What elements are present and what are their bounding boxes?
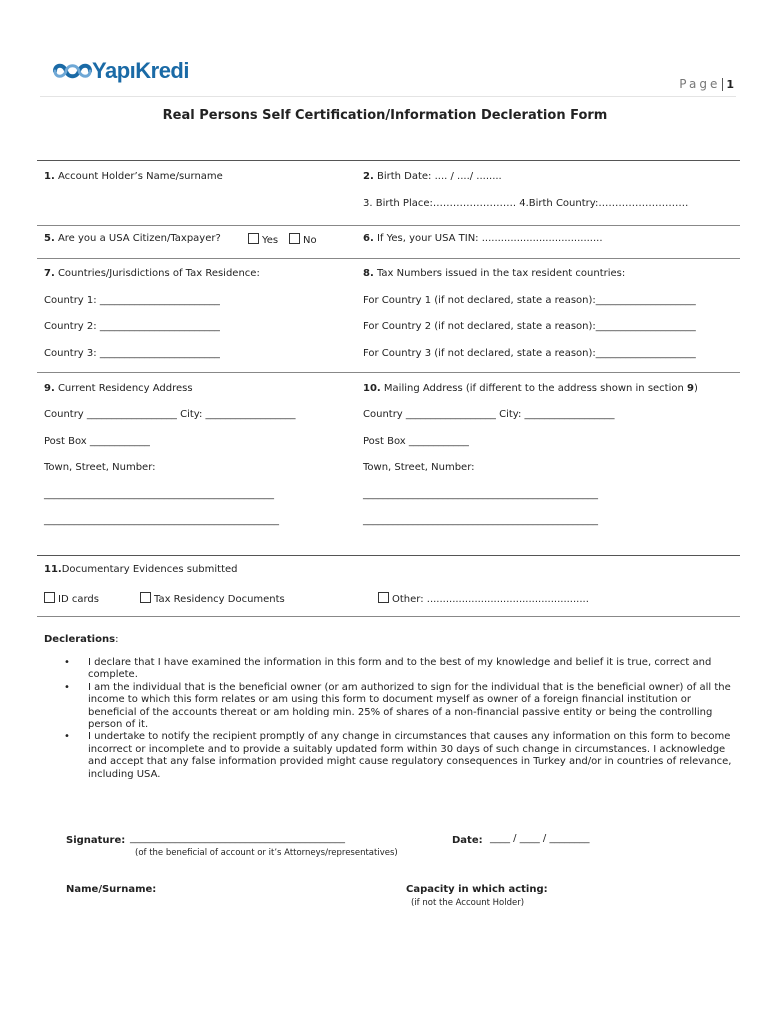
header-rule (40, 96, 736, 97)
capacity-label: Capacity in which acting: (406, 884, 548, 895)
row-rule (37, 555, 740, 556)
signature-field[interactable]: ___________________________________________ (130, 833, 345, 844)
row-rule (37, 258, 740, 259)
row-rule (37, 616, 740, 617)
country-3-field[interactable]: Country 3: ________________________ (44, 348, 220, 359)
usa-citizen-yes-checkbox[interactable]: Yes (248, 233, 278, 246)
page-title: Real Persons Self Certification/Information Decleration Form (162, 108, 608, 123)
checkbox-icon (289, 233, 300, 244)
other-docs-checkbox[interactable]: Other: ................................................... (378, 592, 589, 605)
section-11-label: 11.Documentary Evidences submitted (44, 564, 238, 575)
yapikredi-logo-icon (52, 60, 92, 82)
date-label: Date: (452, 835, 483, 846)
page-label: Page (679, 77, 721, 91)
capacity-note: (if not the Account Holder) (411, 898, 525, 908)
tax-number-2-field[interactable]: For Country 2 (if not declared, state a reason):____________________ (363, 321, 696, 332)
signature-label: Signature: (66, 835, 126, 846)
section-9-label: 9. Current Residency Address (44, 383, 193, 394)
tax-residency-docs-checkbox[interactable]: Tax Residency Documents (140, 592, 285, 605)
checkbox-icon (248, 233, 259, 244)
checkbox-icon (140, 592, 151, 603)
table-top-rule (37, 160, 740, 161)
signature-note: (of the beneficial of account or it’s Attorneys/representatives) (135, 848, 398, 858)
mailing-address-line-2[interactable]: _______________________________________________ (363, 515, 598, 526)
residency-address-line-2[interactable]: _______________________________________________ (44, 515, 279, 526)
section-10-label: 10. Mailing Address (if different to the address shown in section 9) (363, 383, 698, 394)
section-1-label: 1. Account Holder’s Name/surname (44, 171, 223, 182)
row-rule (37, 225, 740, 226)
section-6-label: 6. If Yes, your USA TIN: ...................................... (363, 233, 603, 244)
declarations-heading: Declerations: (44, 634, 119, 645)
section-7-label: 7. Countries/Jurisdictions of Tax Residence: (44, 268, 260, 279)
row-rule (37, 372, 740, 373)
residency-address-line-1[interactable]: ______________________________________________ (44, 489, 274, 500)
page-indicator (679, 77, 734, 91)
declaration-item: • I am the individual that is the beneficial owner (or am authorized to sign for the individual that is the beneficial owner) of all the income to which this form relates or am using this form to document myself as owner of a foreign financial institution or beneficial of the accounts thereat or am holding min. 25% of shares of a non-financial passive entity or being the controlling person of it. (60, 682, 732, 732)
page-divider (722, 78, 723, 91)
mailing-post-box-field[interactable]: Post Box ____________ (363, 436, 469, 447)
checkbox-icon (44, 592, 55, 603)
residency-country-city-field[interactable]: Country __________________ City: __________________ (44, 409, 296, 420)
residency-town-label: Town, Street, Number: (44, 462, 156, 473)
country-2-field[interactable]: Country 2: ________________________ (44, 321, 220, 332)
mailing-town-label: Town, Street, Number: (363, 462, 475, 473)
date-field[interactable]: ____ / ____ / ________ (490, 833, 590, 844)
country-1-field[interactable]: Country 1: ________________________ (44, 295, 220, 306)
declarations-list (60, 657, 732, 781)
brand-logo (52, 58, 189, 84)
declaration-item: • I declare that I have examined the information in this form and to the best of my knowledge and belief it is true, correct and complete. (60, 657, 732, 682)
declaration-item: • I undertake to notify the recipient promptly of any change in circumstances that causes any information on this form to become incorrect or incomplete and to provide a suitably updated form within 30 days of such change in circumstances. I acknowledge and accept that any false information provided might cause regulatory consequences in Turkey and/or in countries of relevance, including USA. (60, 731, 732, 781)
tax-number-1-field[interactable]: For Country 1 (if not declared, state a reason):____________________ (363, 295, 696, 306)
usa-citizen-no-checkbox[interactable]: No (289, 233, 317, 246)
id-cards-checkbox[interactable]: ID cards (44, 592, 99, 605)
tax-number-3-field[interactable]: For Country 3 (if not declared, state a reason):____________________ (363, 348, 696, 359)
name-surname-label: Name/Surname: (66, 884, 157, 895)
brand-name: YapıKredi (92, 58, 189, 83)
residency-post-box-field[interactable]: Post Box ____________ (44, 436, 150, 447)
mailing-address-line-1[interactable]: _______________________________________________ (363, 489, 598, 500)
section-5-label: 5. Are you a USA Citizen/Taxpayer? (44, 233, 221, 244)
page-number: 1 (726, 78, 734, 91)
section-3-label: 3. Birth Place:……………………. 4.Birth Country:……………………… (363, 198, 689, 209)
section-8-label: 8. Tax Numbers issued in the tax resident countries: (363, 268, 626, 279)
mailing-country-city-field[interactable]: Country __________________ City: __________________ (363, 409, 615, 420)
section-2-label: 2. Birth Date: .... / ..../ ........ (363, 171, 502, 182)
checkbox-icon (378, 592, 389, 603)
